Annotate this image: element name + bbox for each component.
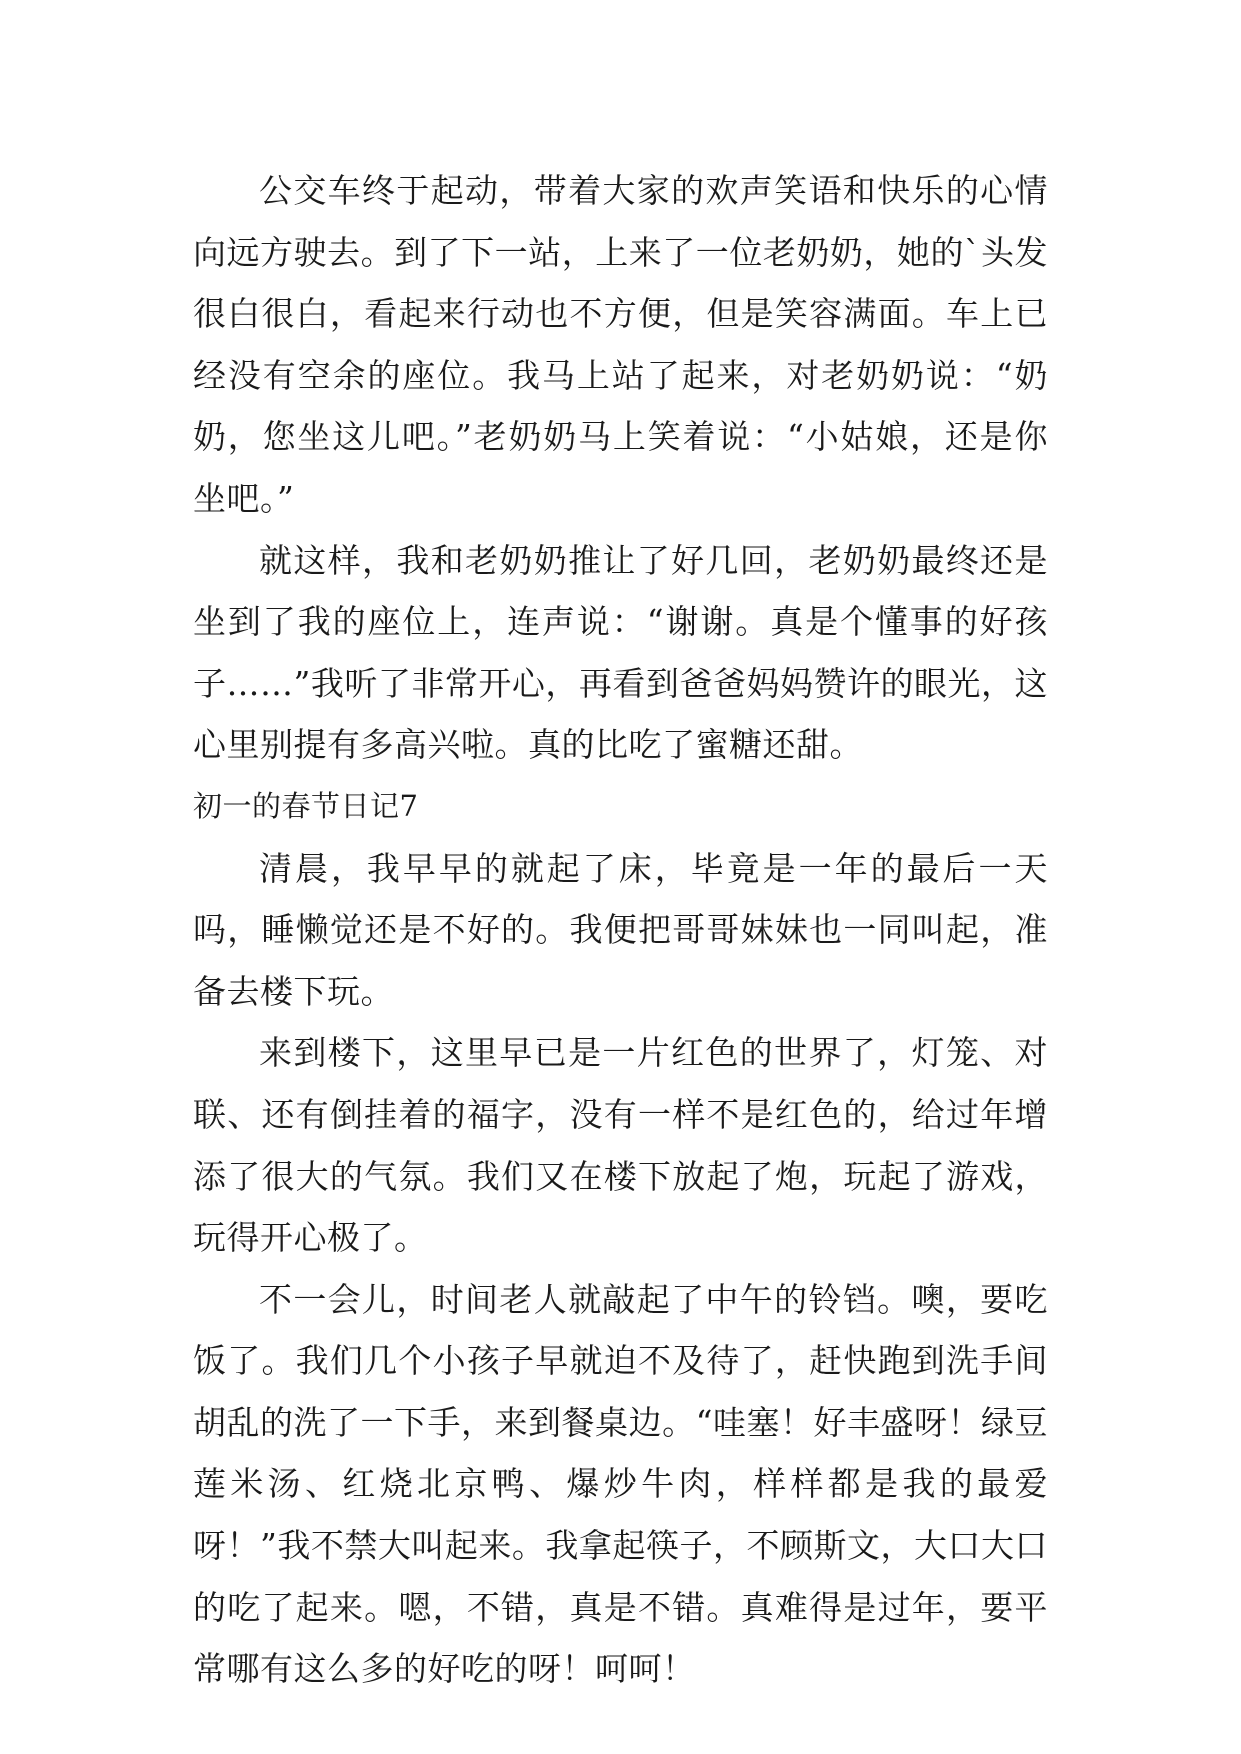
paragraph-downstairs: 来到楼下，这里早已是一片红色的世界了，灯笼、对联、还有倒挂着的福字，没有一样不是红色的，给过年增添了很大的气氛。我们又在楼下放起了炮，玩起了游戏，玩得开心极了。 <box>193 1033 1048 1258</box>
section-title: 初一的春节日记7 <box>193 788 419 823</box>
paragraph-morning: 清晨，我早早的就起了床，毕竟是一年的最后一天吗，睡懒觉还是不好的。我便把哥哥妹妹也一同叫起，准备去楼下玩。 <box>193 848 1048 1011</box>
paragraph-lunch: 不一会儿，时间老人就敲起了中午的铃铛。噢，要吃饭了。我们几个小孩子早就迫不及待了，赶快跑到洗手间胡乱的洗了一下手，来到餐桌边。“哇塞！好丰盛呀！绿豆莲米汤、红烧北京鸭、爆炒牛肉，样样都是我的最爱呀！”我不禁大叫起来。我拿起筷子，不顾斯文，大口大口的吃了起来。嗯，不错，真是不错。真难得是过年，要平常哪有这么多的好吃的呀！呵呵！ <box>193 1279 1048 1689</box>
paragraph-giving-seat: 就这样，我和老奶奶推让了好几回，老奶奶最终还是坐到了我的座位上，连声说：“谢谢。真是个懂事的好孩子……”我听了非常开心，再看到爸爸妈妈赞许的眼光，这心里别提有多高兴啦。真的比吃了蜜糖还甜。 <box>193 540 1048 765</box>
paragraph-bus-ride: 公交车终于起动，带着大家的欢声笑语和快乐的心情向远方驶去。到了下一站，上来了一位老奶奶，她的`头发很白很白，看起来行动也不方便，但是笑容满面。车上已经没有空余的座位。我马上站了起来，对老奶奶说：“奶奶，您坐这儿吧。”老奶奶马上笑着说：“小姑娘，还是你坐吧。” <box>193 171 1048 518</box>
document-page <box>193 160 1048 1700</box>
